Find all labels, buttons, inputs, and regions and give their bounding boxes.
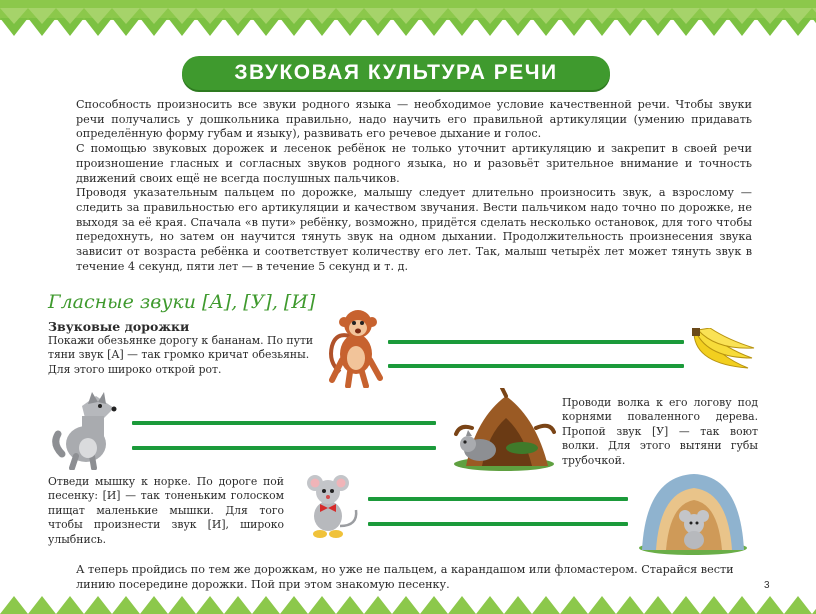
top-zigzag-border (0, 0, 816, 44)
task-wolf-text: Проводи волка к его логову под корнями поваленного дерева. Пропой звук [У] — так воют волки. Для этого вытяни губы трубочкой. (562, 396, 758, 467)
bottom-zigzag-border (0, 592, 816, 614)
sound-track-a-upper[interactable] (388, 340, 684, 344)
sound-track-a-lower[interactable] (388, 364, 684, 368)
sound-track-i-lower[interactable] (368, 522, 628, 526)
section-heading: Гласные звуки [А], [У], [И] (48, 291, 316, 313)
page-number: 3 (764, 580, 770, 591)
bananas-illustration (688, 328, 756, 376)
task-mouse-text: Отведи мышку к норке. По дороге пой песенку: [И] — так тоненьким голоском пищат маленькие мышки. Для того чтобы произнести звук [И], широко улыбнись. (48, 475, 284, 546)
wolf-illustration (52, 390, 128, 470)
mouse-illustration (296, 474, 362, 542)
intro-text (76, 98, 752, 274)
task-monkey-text: Покажи обезьянке дорогу к бананам. По пути тяни звук [А] — так громко кричат обезьяны. Для этого широко открой рот. (48, 334, 314, 376)
monkey-illustration (320, 302, 390, 388)
subheading: Звуковые дорожки (48, 319, 190, 334)
mouse-hole-illustration (636, 466, 750, 556)
sound-track-u-lower[interactable] (132, 446, 436, 450)
title-banner (182, 56, 610, 90)
intro-paragraph: С помощью звуковых дорожек и лесенок ребёнок не только уточнит артикуляцию и закрепит в своей речи произношение гласных и согласных звуков родного языка, но и разовьёт зрительное внимание и точность движений своих ещё не всегда послушных пальчиков. (76, 142, 752, 185)
wolf-den-illustration (452, 388, 556, 472)
intro-paragraph: Способность произносить все звуки родного языка — необходимое условие качественной речи. Чтобы звуки речи получались у дошкольника правильно, надо научить его правильной артикуляции (умению придавать определённую форму губам и языку), развивать его речевое дыхание и голос. (76, 98, 752, 141)
closing-text: А теперь пройдись по тем же дорожкам, но уже не пальцем, а карандашом или фломастером. Старайся вести линию посередине дорожки. Пой при этом знакомую песенку. (76, 563, 734, 591)
intro-paragraph: Проводя указательным пальцем по дорожке, малышу следует длительно произносить звук, а взрослому — следить за правильностью его артикуляции и качеством звучания. Вести пальчиком надо точно по дорожке, не выходя за её края. Спачала «в пути» ребёнку, возможно, придётся сделать несколько остановок, для того чтобы передохнуть, но затем он научится тянуть звук на одном дыхании. Продолжительность произнесения звука зависит от возраста ребёнка и соответствует количеству его лет. Так, малыш четырёх лет может тянуть звук в течение 4 секунд, пяти лет — в течение 5 секунд и т. д. (76, 186, 752, 273)
sound-track-i-upper[interactable] (368, 497, 628, 501)
page-title: ЗВУКОВАЯ КУЛЬТУРА РЕЧИ (234, 61, 558, 84)
sound-track-u-upper[interactable] (132, 421, 436, 425)
